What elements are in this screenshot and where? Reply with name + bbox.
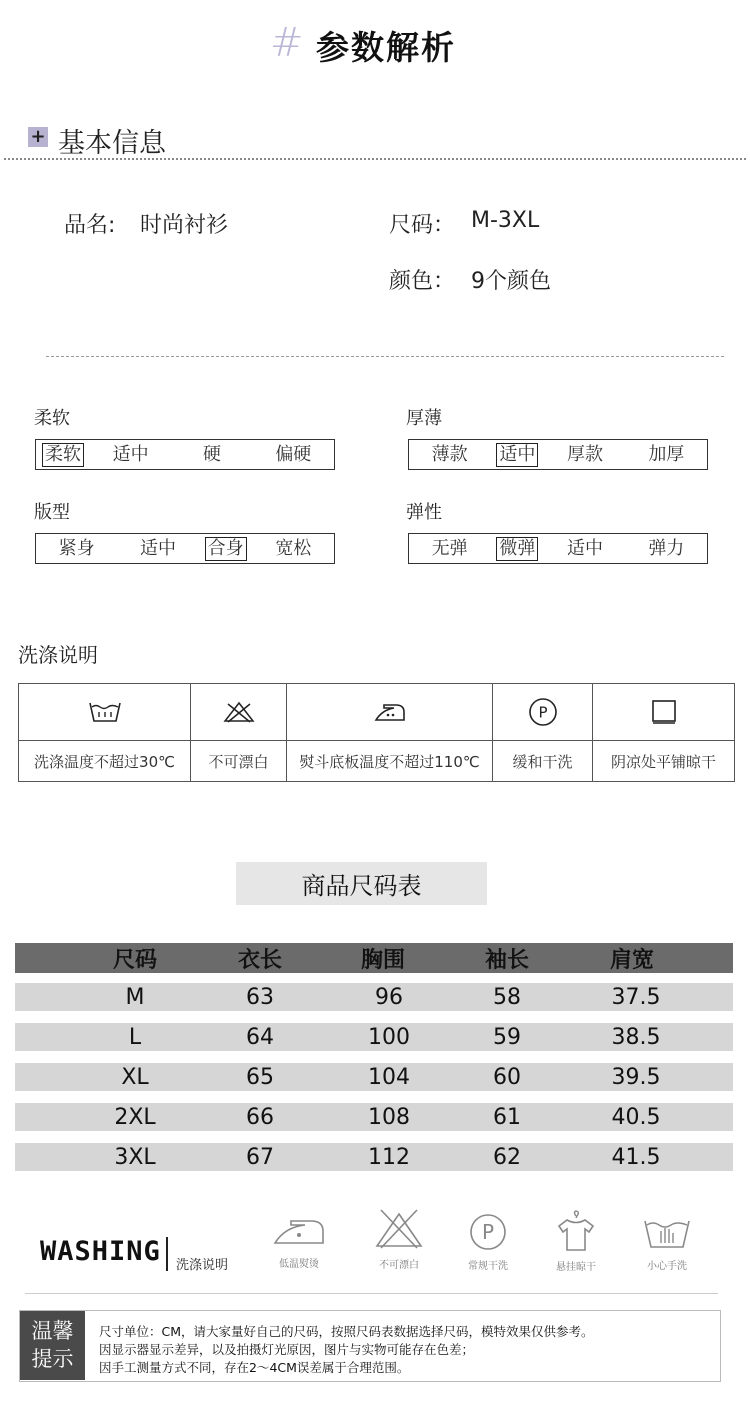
wash-text: 不可漂白 [208, 752, 269, 771]
attr-title-fit: 版型 [34, 502, 70, 523]
attr-option: 加厚 [648, 443, 685, 465]
attr-option: 适中 [139, 537, 176, 559]
table-cell: 37.5 [611, 984, 661, 1010]
table-row [15, 1063, 733, 1091]
color-value: 9个颜色 [471, 269, 551, 294]
hash-icon: # [270, 20, 304, 66]
table-cell: 104 [368, 1064, 410, 1090]
wash-text: 阴凉处平铺晾干 [610, 752, 716, 771]
page-title: 参数解析 [316, 28, 456, 67]
size-table-header [15, 943, 733, 973]
tip-line: 尺寸单位：CM，请大家量好自己的尺码，按照尺码表数据选择尺码，模特效果仅供参考。 [99, 1324, 594, 1339]
table-cell: 60 [493, 1064, 521, 1090]
attr-title-softness: 柔软 [34, 408, 70, 429]
table-cell: 62 [493, 1144, 521, 1170]
col-header: 胸围 [360, 947, 405, 973]
attr-option: 适中 [112, 443, 149, 465]
table-cell: L [128, 1024, 142, 1050]
divider [25, 1293, 718, 1294]
attr-title-thickness: 厚薄 [406, 408, 442, 429]
table-cell: 96 [375, 984, 403, 1010]
wash-text: 熨斗底板温度不超过110℃ [299, 752, 480, 771]
dotted-divider [4, 158, 746, 160]
washing-icon-label: 小心手洗 [647, 1261, 687, 1272]
iron-icon [287, 684, 492, 741]
table-cell: 64 [246, 1024, 274, 1050]
size-label: 尺码： [389, 213, 456, 238]
color-label: 颜色： [389, 269, 456, 294]
wash-instructions-heading: 洗涤说明 [18, 643, 98, 667]
washing-icon-label: 低温熨烫 [279, 1259, 319, 1270]
table-cell: 40.5 [611, 1104, 661, 1130]
attr-title-elasticity: 弹性 [406, 502, 442, 523]
dashed-divider [46, 356, 724, 357]
table-cell: 38.5 [611, 1024, 661, 1050]
table-cell: 100 [368, 1024, 410, 1050]
tip-line: 因显示器显示差异，以及拍摄灯光原因，图片与实物可能存在色差； [99, 1342, 475, 1357]
tip-tag [20, 1311, 85, 1380]
col-header: 尺码 [112, 947, 157, 973]
washing-icon-label: 悬挂晾干 [556, 1262, 596, 1273]
attr-scale-fit [35, 533, 335, 564]
attr-option: 无弹 [431, 537, 468, 559]
table-cell: 67 [246, 1144, 274, 1170]
no-bleach-icon [364, 1206, 434, 1271]
wash-cell [287, 684, 493, 781]
wash-cell [19, 684, 191, 781]
table-cell: 39.5 [611, 1064, 661, 1090]
table-row [15, 1143, 733, 1171]
attr-option: 厚款 [566, 443, 603, 465]
table-cell: 112 [368, 1144, 410, 1170]
svg-text:P: P [481, 1220, 495, 1244]
attr-option: 硬 [202, 443, 221, 465]
low-temp-iron-icon [264, 1213, 334, 1270]
table-cell: 61 [493, 1104, 521, 1130]
plus-icon: + [28, 127, 48, 147]
tip-tag-line: 提示 [31, 1347, 74, 1371]
hand-wash-icon [632, 1213, 702, 1272]
table-cell: 59 [493, 1024, 521, 1050]
size-value: M-3XL [471, 208, 540, 233]
washing-divider [166, 1237, 168, 1271]
attr-option: 薄款 [431, 443, 468, 465]
attr-option-selected: 适中 [496, 443, 538, 467]
table-cell: 65 [246, 1064, 274, 1090]
size-chart-title: 商品尺码表 [236, 862, 487, 905]
washing-icon-label: 常规干洗 [468, 1261, 508, 1272]
table-cell: 2XL [114, 1104, 156, 1130]
table-cell: 3XL [114, 1144, 156, 1170]
attr-option-selected: 柔软 [42, 443, 84, 467]
svg-text:P: P [537, 703, 548, 722]
table-cell: XL [121, 1064, 149, 1090]
attr-option-selected: 合身 [205, 537, 247, 561]
wash-cell [191, 684, 287, 781]
attr-scale-elasticity [408, 533, 708, 564]
wash-cell [493, 684, 593, 781]
product-name-label: 品名: [64, 213, 116, 238]
table-row [15, 983, 733, 1011]
washing-title: WASHING [40, 1236, 161, 1267]
hang-dry-icon [541, 1210, 611, 1273]
attr-option: 弹力 [648, 537, 685, 559]
table-cell: 63 [246, 984, 274, 1010]
attr-option-selected: 微弹 [496, 537, 538, 561]
table-row [15, 1103, 733, 1131]
attr-option: 紧身 [58, 537, 95, 559]
basic-info-heading: 基本信息 [58, 128, 166, 159]
wash-table [18, 683, 735, 782]
tip-line: 因手工测量方式不同，存在2～4CM误差属于合理范围。 [99, 1360, 410, 1375]
wash-text: 缓和干洗 [512, 752, 573, 771]
col-header: 肩宽 [609, 947, 654, 973]
attr-option: 宽松 [275, 537, 312, 559]
tip-tag-line: 温馨 [31, 1319, 74, 1343]
attr-scale-softness [35, 439, 335, 470]
table-cell: 108 [368, 1104, 410, 1130]
table-row [15, 1023, 733, 1051]
wash-text: 洗涤温度不超过30℃ [34, 752, 175, 771]
table-cell: 58 [493, 984, 521, 1010]
washing-icon-label: 不可漂白 [379, 1260, 419, 1271]
table-cell: 41.5 [611, 1144, 661, 1170]
wash-cell [593, 684, 734, 781]
no-bleach-icon [191, 684, 286, 741]
washing-subtitle: 洗涤说明 [176, 1258, 229, 1273]
flat-dry-icon [593, 684, 734, 741]
col-header: 袖长 [484, 947, 529, 973]
dry-clean-p-icon [493, 684, 592, 741]
product-name-value: 时尚衬衫 [140, 213, 229, 238]
attr-option: 适中 [566, 537, 603, 559]
col-header: 衣长 [237, 947, 282, 973]
table-cell: M [125, 984, 145, 1010]
wash-tub-icon [19, 684, 190, 741]
table-cell: 66 [246, 1104, 274, 1130]
attr-option: 偏硬 [275, 443, 312, 465]
dry-clean-p-icon [453, 1213, 523, 1272]
attr-scale-thickness [408, 439, 708, 470]
